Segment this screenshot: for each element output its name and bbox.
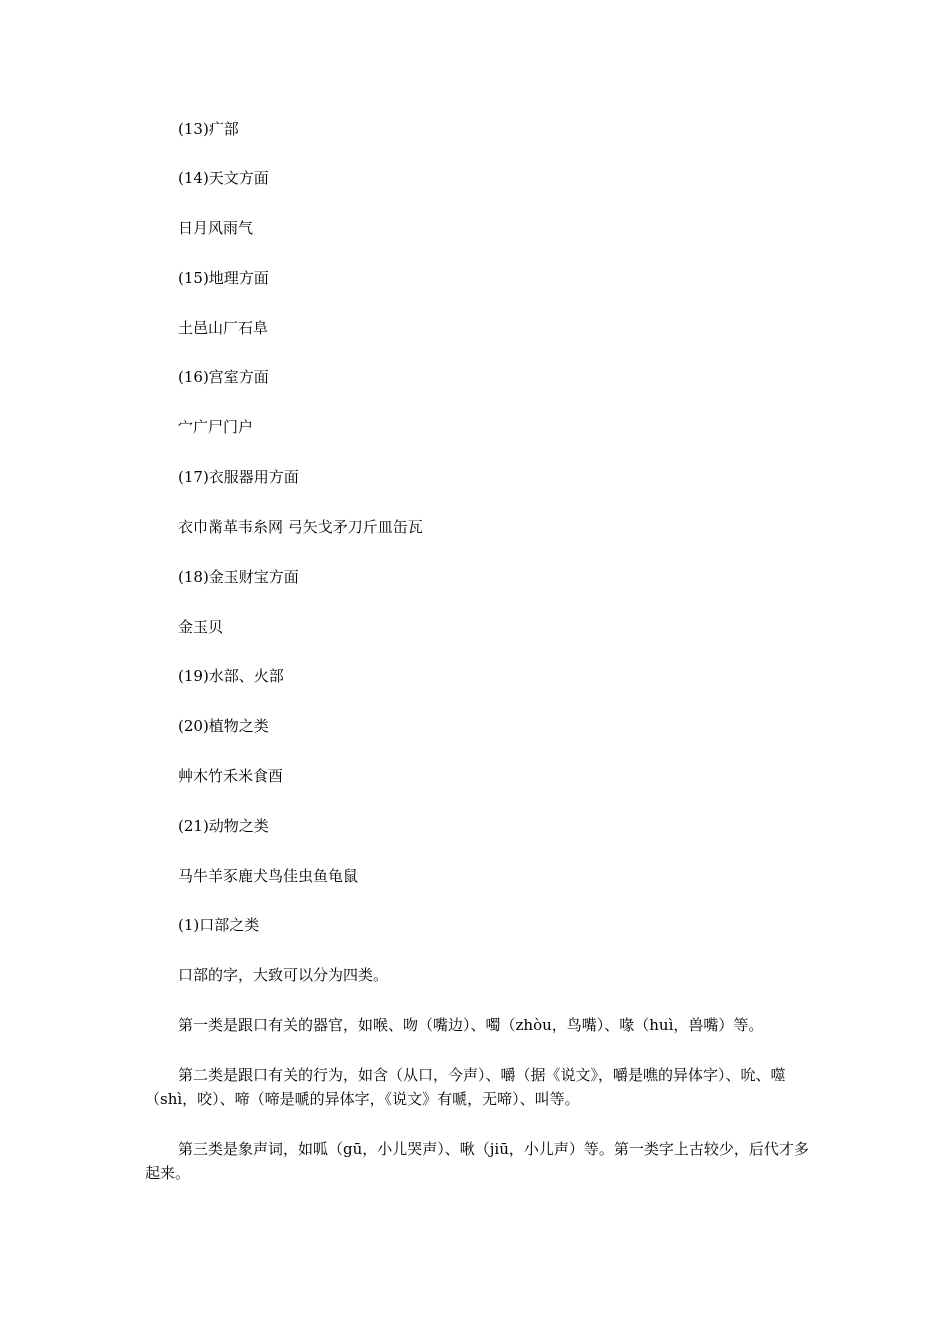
line-geography-radicals: 土邑山厂石阜	[178, 319, 269, 337]
paragraph-third-class	[145, 1137, 815, 1185]
line-mouth-intro: 口部的字，大致可以分为四类。	[178, 966, 389, 984]
line-astronomy-radicals: 日月风雨气	[178, 219, 254, 237]
paragraph-first-class	[145, 1013, 815, 1037]
line-19-water-fire: (19)水部、火部	[178, 667, 284, 685]
line-plant-radicals: 艸木竹禾米食酉	[178, 767, 284, 785]
line-animal-radicals: 马牛羊豕鹿犬鸟佳虫鱼龟鼠	[178, 867, 359, 885]
line-13-ne-radical: (13)疒部	[178, 120, 239, 138]
line-18-treasure: (18)金玉财宝方面	[178, 568, 299, 586]
paragraph-second-class	[145, 1063, 815, 1111]
line-palace-radicals: 宀广尸门户	[178, 418, 254, 436]
line-16-palace: (16)宫室方面	[178, 368, 269, 386]
paragraph-text: 第二类是跟口有关的行为，如含（从口，今声）、嚼（据《说文》，嚼是噍的异体字）、吮、噬（shì，咬）、啼（啼是嗁的异体字，《说文》有嗁，无啼）、叫等。	[145, 1066, 786, 1108]
line-21-animals: (21)动物之类	[178, 817, 269, 835]
paragraph-text: 第三类是象声词，如呱（gū，小儿哭声）、啾（jiū，小儿声）等。第一类字上古较少，后代才多起来。	[145, 1140, 809, 1182]
paragraph-text: 第一类是跟口有关的器官，如喉、吻（嘴边）、噣（zhòu，鸟嘴）、喙（huì，兽嘴）等。	[178, 1016, 764, 1034]
line-14-astronomy: (14)天文方面	[178, 169, 269, 187]
line-treasure-radicals: 金玉贝	[178, 618, 224, 636]
line-20-plants: (20)植物之类	[178, 717, 269, 735]
line-clothing-radicals: 衣巾黹革韦糸网 弓矢戈矛刀斤皿缶瓦	[178, 518, 423, 536]
line-1-mouth-radical: (1)口部之类	[178, 916, 260, 934]
line-17-clothing: (17)衣服器用方面	[178, 468, 299, 486]
line-15-geography: (15)地理方面	[178, 269, 269, 287]
